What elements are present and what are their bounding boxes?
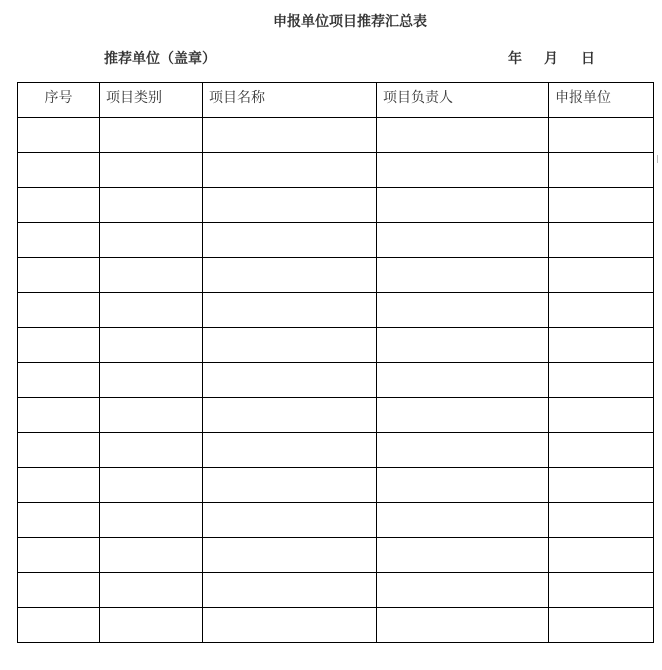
column-header-unit: 申报单位 bbox=[549, 83, 654, 118]
table-cell-category[interactable] bbox=[100, 293, 203, 328]
table-cell-leader[interactable] bbox=[377, 363, 549, 398]
table-cell-index[interactable] bbox=[18, 398, 100, 433]
table-cell-name[interactable] bbox=[203, 363, 377, 398]
table-cell-category[interactable] bbox=[100, 188, 203, 223]
table-cell-name[interactable] bbox=[203, 293, 377, 328]
table-cell-category[interactable] bbox=[100, 118, 203, 153]
table-cell-name[interactable] bbox=[203, 223, 377, 258]
table-row bbox=[18, 468, 654, 503]
table-cell-index[interactable] bbox=[18, 573, 100, 608]
table-row bbox=[18, 398, 654, 433]
column-header-index: 序号 bbox=[18, 83, 100, 118]
table-cell-category[interactable] bbox=[100, 503, 203, 538]
table-body bbox=[18, 118, 654, 643]
table-row bbox=[18, 153, 654, 188]
page-title: 申报单位项目推荐汇总表 bbox=[273, 14, 427, 30]
table-cell-index[interactable] bbox=[18, 118, 100, 153]
side-mark bbox=[657, 155, 658, 163]
table-cell-category[interactable] bbox=[100, 328, 203, 363]
table-header-row bbox=[18, 83, 654, 118]
table-cell-unit[interactable] bbox=[549, 433, 654, 468]
table-cell-name[interactable] bbox=[203, 153, 377, 188]
table-row bbox=[18, 223, 654, 258]
table-cell-index[interactable] bbox=[18, 293, 100, 328]
table-cell-unit[interactable] bbox=[549, 608, 654, 643]
table-row bbox=[18, 538, 654, 573]
table-cell-index[interactable] bbox=[18, 433, 100, 468]
table-cell-unit[interactable] bbox=[549, 398, 654, 433]
date-month-label: 月 bbox=[544, 51, 558, 67]
table-cell-leader[interactable] bbox=[377, 468, 549, 503]
date-day-label: 日 bbox=[581, 51, 595, 67]
table-cell-leader[interactable] bbox=[377, 258, 549, 293]
table-row bbox=[18, 503, 654, 538]
table-row bbox=[18, 433, 654, 468]
table-cell-leader[interactable] bbox=[377, 188, 549, 223]
table-cell-category[interactable] bbox=[100, 398, 203, 433]
table-cell-name[interactable] bbox=[203, 118, 377, 153]
table-cell-index[interactable] bbox=[18, 258, 100, 293]
table-cell-name[interactable] bbox=[203, 468, 377, 503]
table-row bbox=[18, 118, 654, 153]
table-row bbox=[18, 328, 654, 363]
table-cell-unit[interactable] bbox=[549, 328, 654, 363]
table-cell-name[interactable] bbox=[203, 398, 377, 433]
table-cell-unit[interactable] bbox=[549, 223, 654, 258]
table-cell-name[interactable] bbox=[203, 503, 377, 538]
table-cell-name[interactable] bbox=[203, 608, 377, 643]
table-cell-unit[interactable] bbox=[549, 188, 654, 223]
table-cell-category[interactable] bbox=[100, 433, 203, 468]
table-row bbox=[18, 188, 654, 223]
table-cell-category[interactable] bbox=[100, 223, 203, 258]
table-cell-category[interactable] bbox=[100, 538, 203, 573]
table-cell-category[interactable] bbox=[100, 608, 203, 643]
recommending-unit-label: 推荐单位（盖章） bbox=[104, 51, 216, 67]
table-cell-name[interactable] bbox=[203, 433, 377, 468]
date-year-label: 年 bbox=[508, 51, 522, 67]
table-cell-category[interactable] bbox=[100, 258, 203, 293]
table-cell-unit[interactable] bbox=[549, 363, 654, 398]
table-cell-category[interactable] bbox=[100, 468, 203, 503]
table-cell-index[interactable] bbox=[18, 468, 100, 503]
table-cell-index[interactable] bbox=[18, 608, 100, 643]
table-cell-unit[interactable] bbox=[549, 468, 654, 503]
table-cell-leader[interactable] bbox=[377, 328, 549, 363]
table-cell-leader[interactable] bbox=[377, 608, 549, 643]
column-header-name: 项目名称 bbox=[203, 83, 377, 118]
table-cell-unit[interactable] bbox=[549, 503, 654, 538]
table-row bbox=[18, 608, 654, 643]
table-row bbox=[18, 258, 654, 293]
table-cell-leader[interactable] bbox=[377, 538, 549, 573]
table-cell-unit[interactable] bbox=[549, 118, 654, 153]
table-cell-index[interactable] bbox=[18, 223, 100, 258]
table-cell-leader[interactable] bbox=[377, 223, 549, 258]
table-cell-name[interactable] bbox=[203, 328, 377, 363]
table-cell-leader[interactable] bbox=[377, 153, 549, 188]
table-cell-leader[interactable] bbox=[377, 398, 549, 433]
table-row bbox=[18, 363, 654, 398]
table-cell-index[interactable] bbox=[18, 503, 100, 538]
table-cell-leader[interactable] bbox=[377, 503, 549, 538]
table-cell-leader[interactable] bbox=[377, 118, 549, 153]
table-cell-unit[interactable] bbox=[549, 573, 654, 608]
table-cell-index[interactable] bbox=[18, 363, 100, 398]
table-cell-index[interactable] bbox=[18, 153, 100, 188]
table-cell-name[interactable] bbox=[203, 188, 377, 223]
table-cell-leader[interactable] bbox=[377, 573, 549, 608]
table-cell-unit[interactable] bbox=[549, 538, 654, 573]
table-cell-category[interactable] bbox=[100, 573, 203, 608]
table-cell-index[interactable] bbox=[18, 328, 100, 363]
summary-table bbox=[17, 82, 654, 643]
table-cell-name[interactable] bbox=[203, 538, 377, 573]
table-cell-category[interactable] bbox=[100, 153, 203, 188]
table-cell-unit[interactable] bbox=[549, 293, 654, 328]
table-cell-leader[interactable] bbox=[377, 433, 549, 468]
column-header-leader: 项目负责人 bbox=[377, 83, 549, 118]
table-cell-unit[interactable] bbox=[549, 153, 654, 188]
table-row bbox=[18, 573, 654, 608]
table-cell-name[interactable] bbox=[203, 258, 377, 293]
table-cell-name[interactable] bbox=[203, 573, 377, 608]
table-row bbox=[18, 293, 654, 328]
table-cell-leader[interactable] bbox=[377, 293, 549, 328]
column-header-category: 项目类别 bbox=[100, 83, 203, 118]
table-cell-index[interactable] bbox=[18, 538, 100, 573]
table-cell-unit[interactable] bbox=[549, 258, 654, 293]
table-cell-index[interactable] bbox=[18, 188, 100, 223]
table-cell-category[interactable] bbox=[100, 363, 203, 398]
